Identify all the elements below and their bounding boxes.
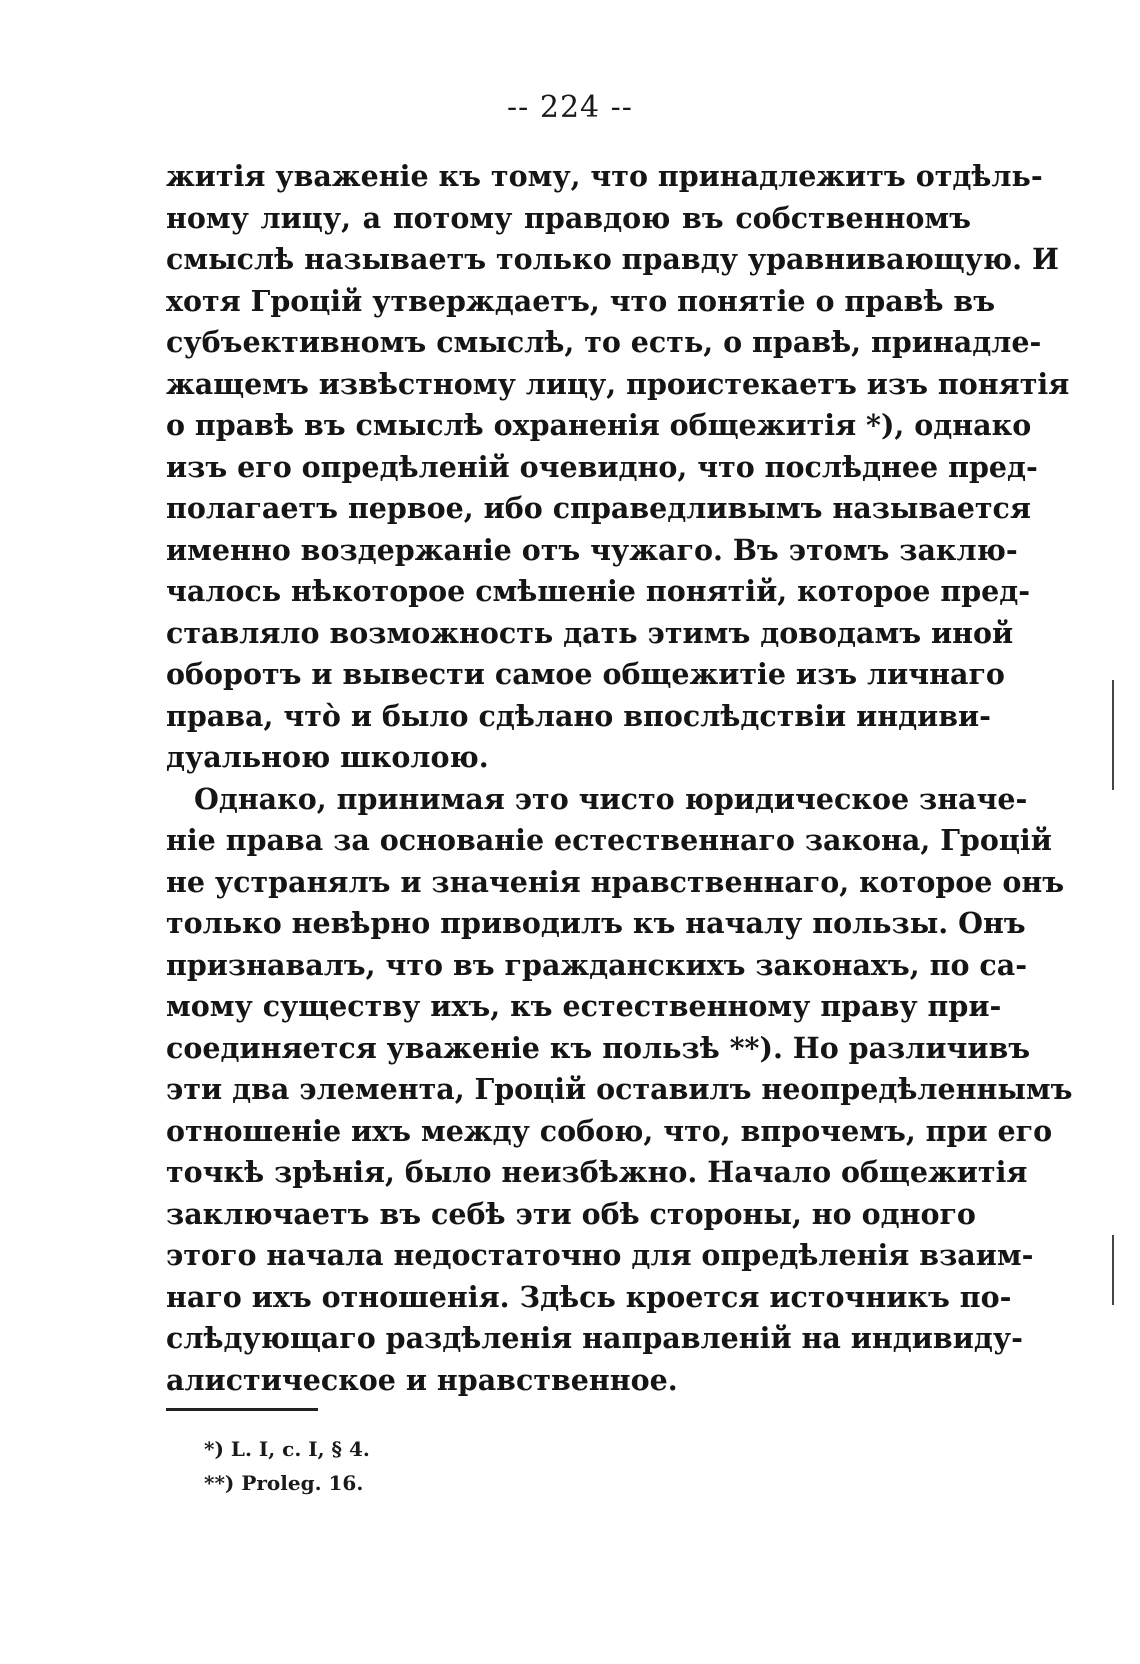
text-line: житія уваженіе къ тому, что принадлежитъ отдѣль-: [166, 159, 1043, 193]
text-line: наго ихъ отношенія. Здѣсь кроется источникъ по-: [166, 1279, 1012, 1314]
text-line: субъективномъ смыслѣ, то есть, о правѣ, принадле-: [166, 325, 1042, 359]
text-line: этого начала недостаточно для опредѣленія взаим-: [166, 1238, 1034, 1272]
text-line: жащемъ извѣстному лицу, проистекаетъ изъ понятія: [166, 366, 1070, 401]
text-line: алистическое и нравственное.: [166, 1362, 678, 1397]
footnote-divider: [166, 1408, 318, 1411]
text-line: слѣдующаго раздѣленія направленій на индивиду-: [166, 1321, 1023, 1355]
text-line: оборотъ и вывести самое общежитіе изъ личнаго: [166, 657, 1005, 691]
text-line: ному лицу, а потому правдою въ собственномъ: [166, 200, 971, 235]
scan-edge-mark: [1112, 1235, 1114, 1305]
text-line: отношеніе ихъ между собою, что, впрочемъ, при его: [166, 1113, 1053, 1148]
page-number: -- 224 --: [507, 90, 633, 125]
footnote-1: *) L. I, c. I, § 4.: [204, 1437, 370, 1461]
text-line: ніе права за основаніе естественнаго закона, Гроцій: [166, 823, 1052, 857]
text-line: дуальною школою.: [166, 740, 489, 774]
scan-edge-mark: [1112, 680, 1114, 790]
text-line: о правѣ въ смыслѣ охраненія общежитія *), однако: [166, 408, 1032, 442]
text-line: не устранялъ и значенія нравственнаго, которое онъ: [166, 864, 1065, 899]
text-line: признавалъ, что въ гражданскихъ законахъ, по са-: [166, 947, 1028, 982]
body-text: [166, 156, 1073, 1401]
text-line: полагаетъ первое, ибо справедливымъ называется: [166, 491, 1031, 525]
text-line: чалось нѣкоторое смѣшеніе понятій, которое пред-: [166, 574, 1031, 608]
text-line: Однако, принимая это чисто юридическое значе-: [194, 781, 1028, 816]
footnote-2: **) Proleg. 16.: [204, 1471, 364, 1495]
text-line: хотя Гроцій утверждаетъ, что понятіе о правѣ въ: [166, 283, 996, 318]
text-line: изъ его опредѣленій очевидно, что послѣднее пред-: [166, 449, 1038, 484]
paragraph-2: [166, 779, 1073, 1402]
footnotes: [204, 1432, 370, 1500]
text-line: права, что̀ и было сдѣлано впослѣдствіи индиви-: [166, 698, 991, 733]
text-line: эти два элемента, Гроцій оставилъ неопредѣленнымъ: [166, 1072, 1073, 1106]
text-line: заключаетъ въ себѣ эти обѣ стороны, но одного: [166, 1196, 976, 1231]
text-line: смыслѣ называетъ только правду уравнивающую. И: [166, 242, 1059, 276]
text-line: только невѣрно приводилъ къ началу пользы. Онъ: [166, 906, 1026, 940]
text-line: ставляло возможность дать этимъ доводамъ иной: [166, 615, 1014, 650]
text-line: соединяется уваженіе къ пользѣ **). Но различивъ: [166, 1030, 1031, 1065]
text-line: мому существу ихъ, къ естественному праву при-: [166, 989, 1002, 1023]
text-line: точкѣ зрѣнія, было неизбѣжно. Начало общежитія: [166, 1155, 1028, 1189]
text-line: именно воздержаніе отъ чужаго. Въ этомъ заклю-: [166, 532, 1018, 567]
paragraph-1: [166, 156, 1070, 779]
